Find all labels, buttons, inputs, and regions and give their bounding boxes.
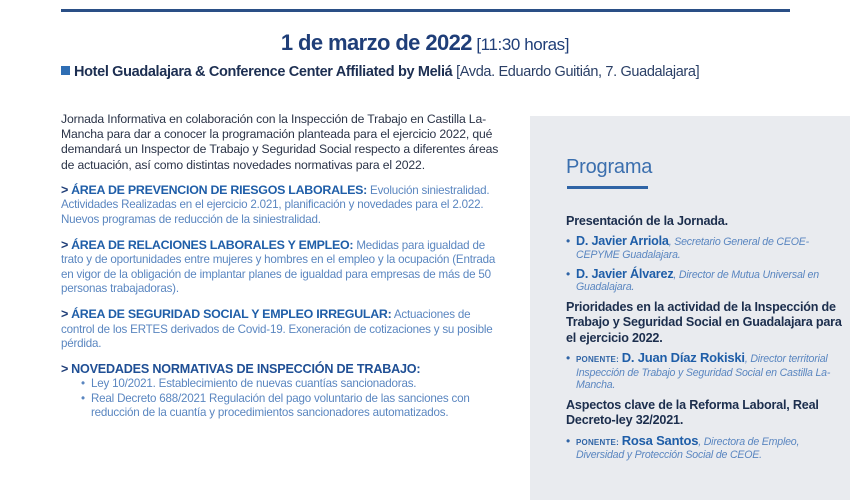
novedades-item: • Ley 10/2021. Establecimiento de nuevas cuantías sancionadoras. bbox=[81, 377, 499, 391]
chevron-right-icon: > bbox=[61, 237, 69, 252]
speaker-role: Director territorial Inspección de Trabajo y Seguridad Social en Castilla La-Mancha. bbox=[576, 353, 831, 392]
description-column bbox=[61, 112, 499, 431]
novedades-item: • Real Decreto 688/2021 Regulación del pago voluntario de las sanciones con reducción de la cuantía y procedimientos sancionadores automatizados. bbox=[81, 392, 499, 421]
chevron-right-icon: > bbox=[61, 182, 69, 197]
square-bullet-icon bbox=[61, 66, 70, 75]
speaker-role: Director de Mutua Universal en Guadalajara. bbox=[576, 268, 819, 294]
venue-line bbox=[61, 64, 699, 80]
top-divider bbox=[61, 9, 790, 12]
speaker-name: D. Juan Díaz Rokiski bbox=[621, 350, 745, 365]
intro-paragraph: Jornada Informativa en colaboración con la Inspección de Trabajo en Castilla La-Mancha para dar a conocer la programación planteada para el ejercicio 2022, qué demandará un Inspector de Trabajo y Seguridad Social respecto a diferentes áreas de actuación, así como distintas novedades normativas para el 2022. bbox=[61, 112, 499, 172]
speaker-item: • D. Javier Arriola, Secretario General de CEOE-CEPYME Guadalajara. bbox=[566, 235, 846, 261]
programa-title: Programa bbox=[566, 156, 653, 178]
session-title: Presentación de la Jornada. bbox=[566, 214, 728, 228]
event-date-line bbox=[0, 30, 850, 56]
ponente-label: PONENTE: bbox=[576, 437, 619, 447]
programa-underline bbox=[567, 186, 648, 189]
speaker-name: D. Javier Arriola bbox=[576, 234, 669, 249]
venue-name: Hotel Guadalajara & Conference Center Affiliated by Meliá bbox=[74, 64, 453, 80]
area-title: ÁREA DE SEGURIDAD SOCIAL Y EMPLEO IRREGULAR: bbox=[71, 306, 392, 321]
programa-panel bbox=[530, 116, 850, 500]
session-title: Aspectos clave de la Reforma Laboral, Real Decreto-ley 32/2021. bbox=[566, 397, 819, 428]
speaker-name: D. Javier Álvarez bbox=[576, 266, 674, 281]
speaker-name: Rosa Santos bbox=[621, 432, 699, 448]
event-date: 1 de marzo de 2022 bbox=[280, 30, 472, 55]
area-seguridad-social bbox=[61, 307, 499, 352]
session-title: Prioridades en la actividad de la Inspección de Trabajo y Seguridad Social en Guadalajara para el ejercicio 2022. bbox=[566, 299, 842, 345]
area-prevencion bbox=[61, 183, 499, 228]
speaker-item: • PONENTE: Rosa Santos, Directora de Empleo, Diversidad y Protección Social de CEOE. bbox=[566, 435, 846, 462]
area-title: ÁREA DE RELACIONES LABORALES Y EMPLEO: bbox=[71, 237, 354, 252]
area-title: ÁREA DE PREVENCION DE RIESGOS LABORALES: bbox=[71, 182, 368, 197]
ponente-label: PONENTE: bbox=[576, 355, 619, 364]
event-time: [11:30 horas] bbox=[476, 35, 570, 54]
speaker-item: • PONENTE: D. Juan Díaz Rokiski, Director territorial Inspección de Trabajo y Seguridad Social en Castilla La-Mancha. bbox=[566, 352, 846, 392]
novedades-title: NOVEDADES NORMATIVAS DE INSPECCIÓN DE TRABAJO: bbox=[71, 361, 421, 376]
venue-address: [Avda. Eduardo Guitián, 7. Guadalajara] bbox=[456, 64, 700, 80]
area-body: Actuaciones de control de los ERTES derivados de Covid-19. Exoneración de cotizaciones y su posible pérdida. bbox=[61, 307, 493, 351]
speaker-item: • D. Javier Álvarez, Director de Mutua Universal en Guadalajara. bbox=[566, 268, 846, 294]
chevron-right-icon: > bbox=[61, 361, 69, 376]
speaker-role: Directora de Empleo, Diversidad y Protección Social de CEOE. bbox=[576, 435, 800, 462]
area-novedades bbox=[61, 362, 499, 421]
area-body: Medidas para igualdad de trato y de oportunidades entre mujeres y hombres en el empleo y la ocupación (Entrada en vigor de la obligación de implantar planes de igualdad para empresas de más de 50 personas trabajadoras). bbox=[61, 238, 496, 296]
speaker-role: Secretario General de CEOE-CEPYME Guadalajara. bbox=[576, 236, 809, 261]
area-relaciones-laborales bbox=[61, 238, 499, 297]
novedades-list bbox=[61, 377, 499, 420]
programa-sessions bbox=[566, 214, 846, 468]
chevron-right-icon: > bbox=[61, 306, 69, 321]
area-body: Evolución siniestralidad. Actividades Realizadas en el ejercicio 2.021, planificación y novedades para el 2.022. Nuevos programas de reducción de la siniestralidad. bbox=[61, 183, 490, 226]
